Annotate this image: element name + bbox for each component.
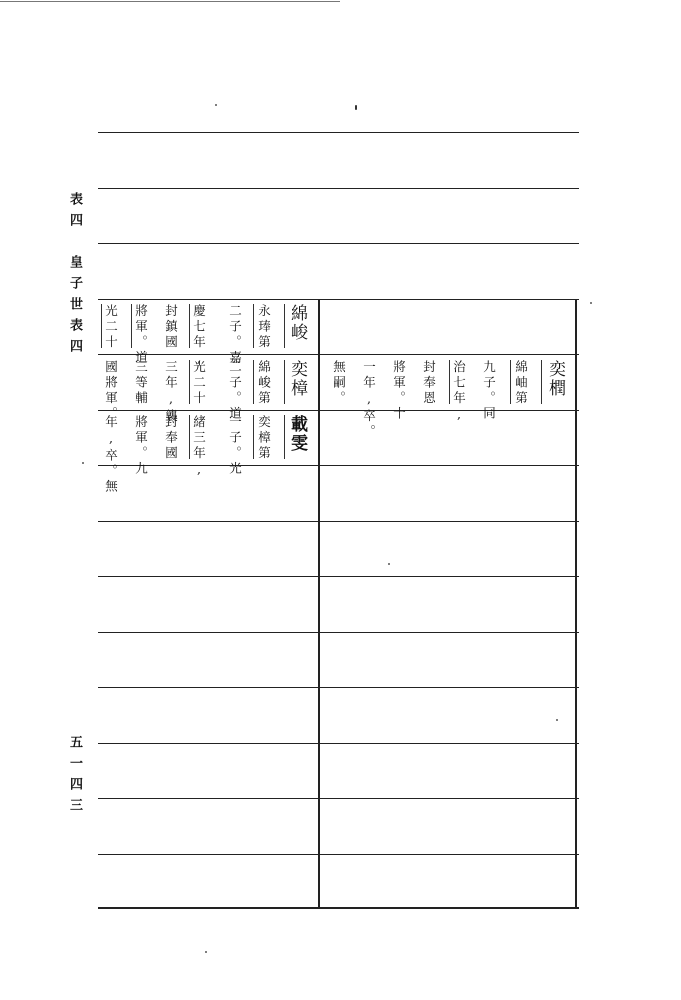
entry-line: 綿岫第	[513, 360, 529, 407]
rule-bottom	[98, 907, 579, 909]
rule-5	[98, 354, 579, 355]
scan-speck	[556, 719, 558, 721]
person-name: 奕樟	[287, 360, 307, 398]
rule-top	[98, 132, 579, 133]
entry-line: 無嗣。	[331, 360, 347, 407]
rule-4	[98, 299, 579, 300]
rule-7	[98, 465, 579, 466]
entry-line: 治七年,	[451, 360, 467, 425]
entry-line: 年,卒。無	[103, 415, 119, 495]
entry-line: 緒三年,	[191, 415, 207, 480]
scan-speck	[205, 951, 207, 953]
scan-speck	[82, 462, 84, 464]
entry-line: 封奉國	[163, 415, 179, 462]
entry-line: 二子。道	[227, 360, 243, 422]
person-name: 綿峻	[287, 304, 307, 342]
rule-10	[98, 632, 579, 633]
person-name: 載雯	[287, 415, 307, 453]
rule-8	[98, 521, 579, 522]
entry-line: 永琫第	[256, 304, 272, 351]
entry-line: 三等輔	[133, 360, 149, 407]
entry-line: 光二十	[103, 304, 119, 351]
rule-12	[98, 743, 579, 744]
scan-speck	[388, 563, 390, 565]
column-divider-middle	[318, 299, 320, 908]
entry-line: 九子。同	[481, 360, 497, 422]
page-number: 五一四三	[67, 735, 82, 819]
entry-line: 綿峻第	[256, 360, 272, 407]
side-label-section-title: 皇子世表四	[67, 255, 82, 360]
side-label-table-four: 表四	[67, 192, 82, 234]
rule-11	[98, 687, 579, 688]
rule-3	[98, 243, 579, 244]
person-name: 奕橍	[545, 360, 565, 398]
column-divider-right	[575, 299, 577, 908]
entry-line: 將軍。十	[391, 360, 407, 422]
rule-2	[98, 188, 579, 189]
entry-line: 二子。嘉	[227, 304, 243, 366]
entry-line: 光二十	[191, 360, 207, 407]
scan-speck	[590, 302, 592, 304]
entry-line: 慶七年,	[191, 304, 207, 369]
entry-line: 一子。光	[227, 415, 243, 477]
scan-edge-line	[0, 1, 340, 2]
entry-line: 三年,襲	[163, 360, 179, 425]
entry-line: 將軍。九	[133, 415, 149, 477]
entry-line: 國將軍。	[103, 360, 119, 422]
scan-speck	[355, 105, 357, 110]
entry-line: 一年,卒。	[361, 360, 377, 440]
rule-9	[98, 576, 579, 577]
entry-line: 封奉恩	[421, 360, 437, 407]
entry-line: 封鎮國	[163, 304, 179, 351]
rule-13	[98, 798, 579, 799]
entry-line: 將軍。道	[133, 304, 149, 366]
entry-line: 奕樟第	[256, 415, 272, 462]
rule-14	[98, 854, 579, 855]
scan-speck	[215, 104, 217, 106]
